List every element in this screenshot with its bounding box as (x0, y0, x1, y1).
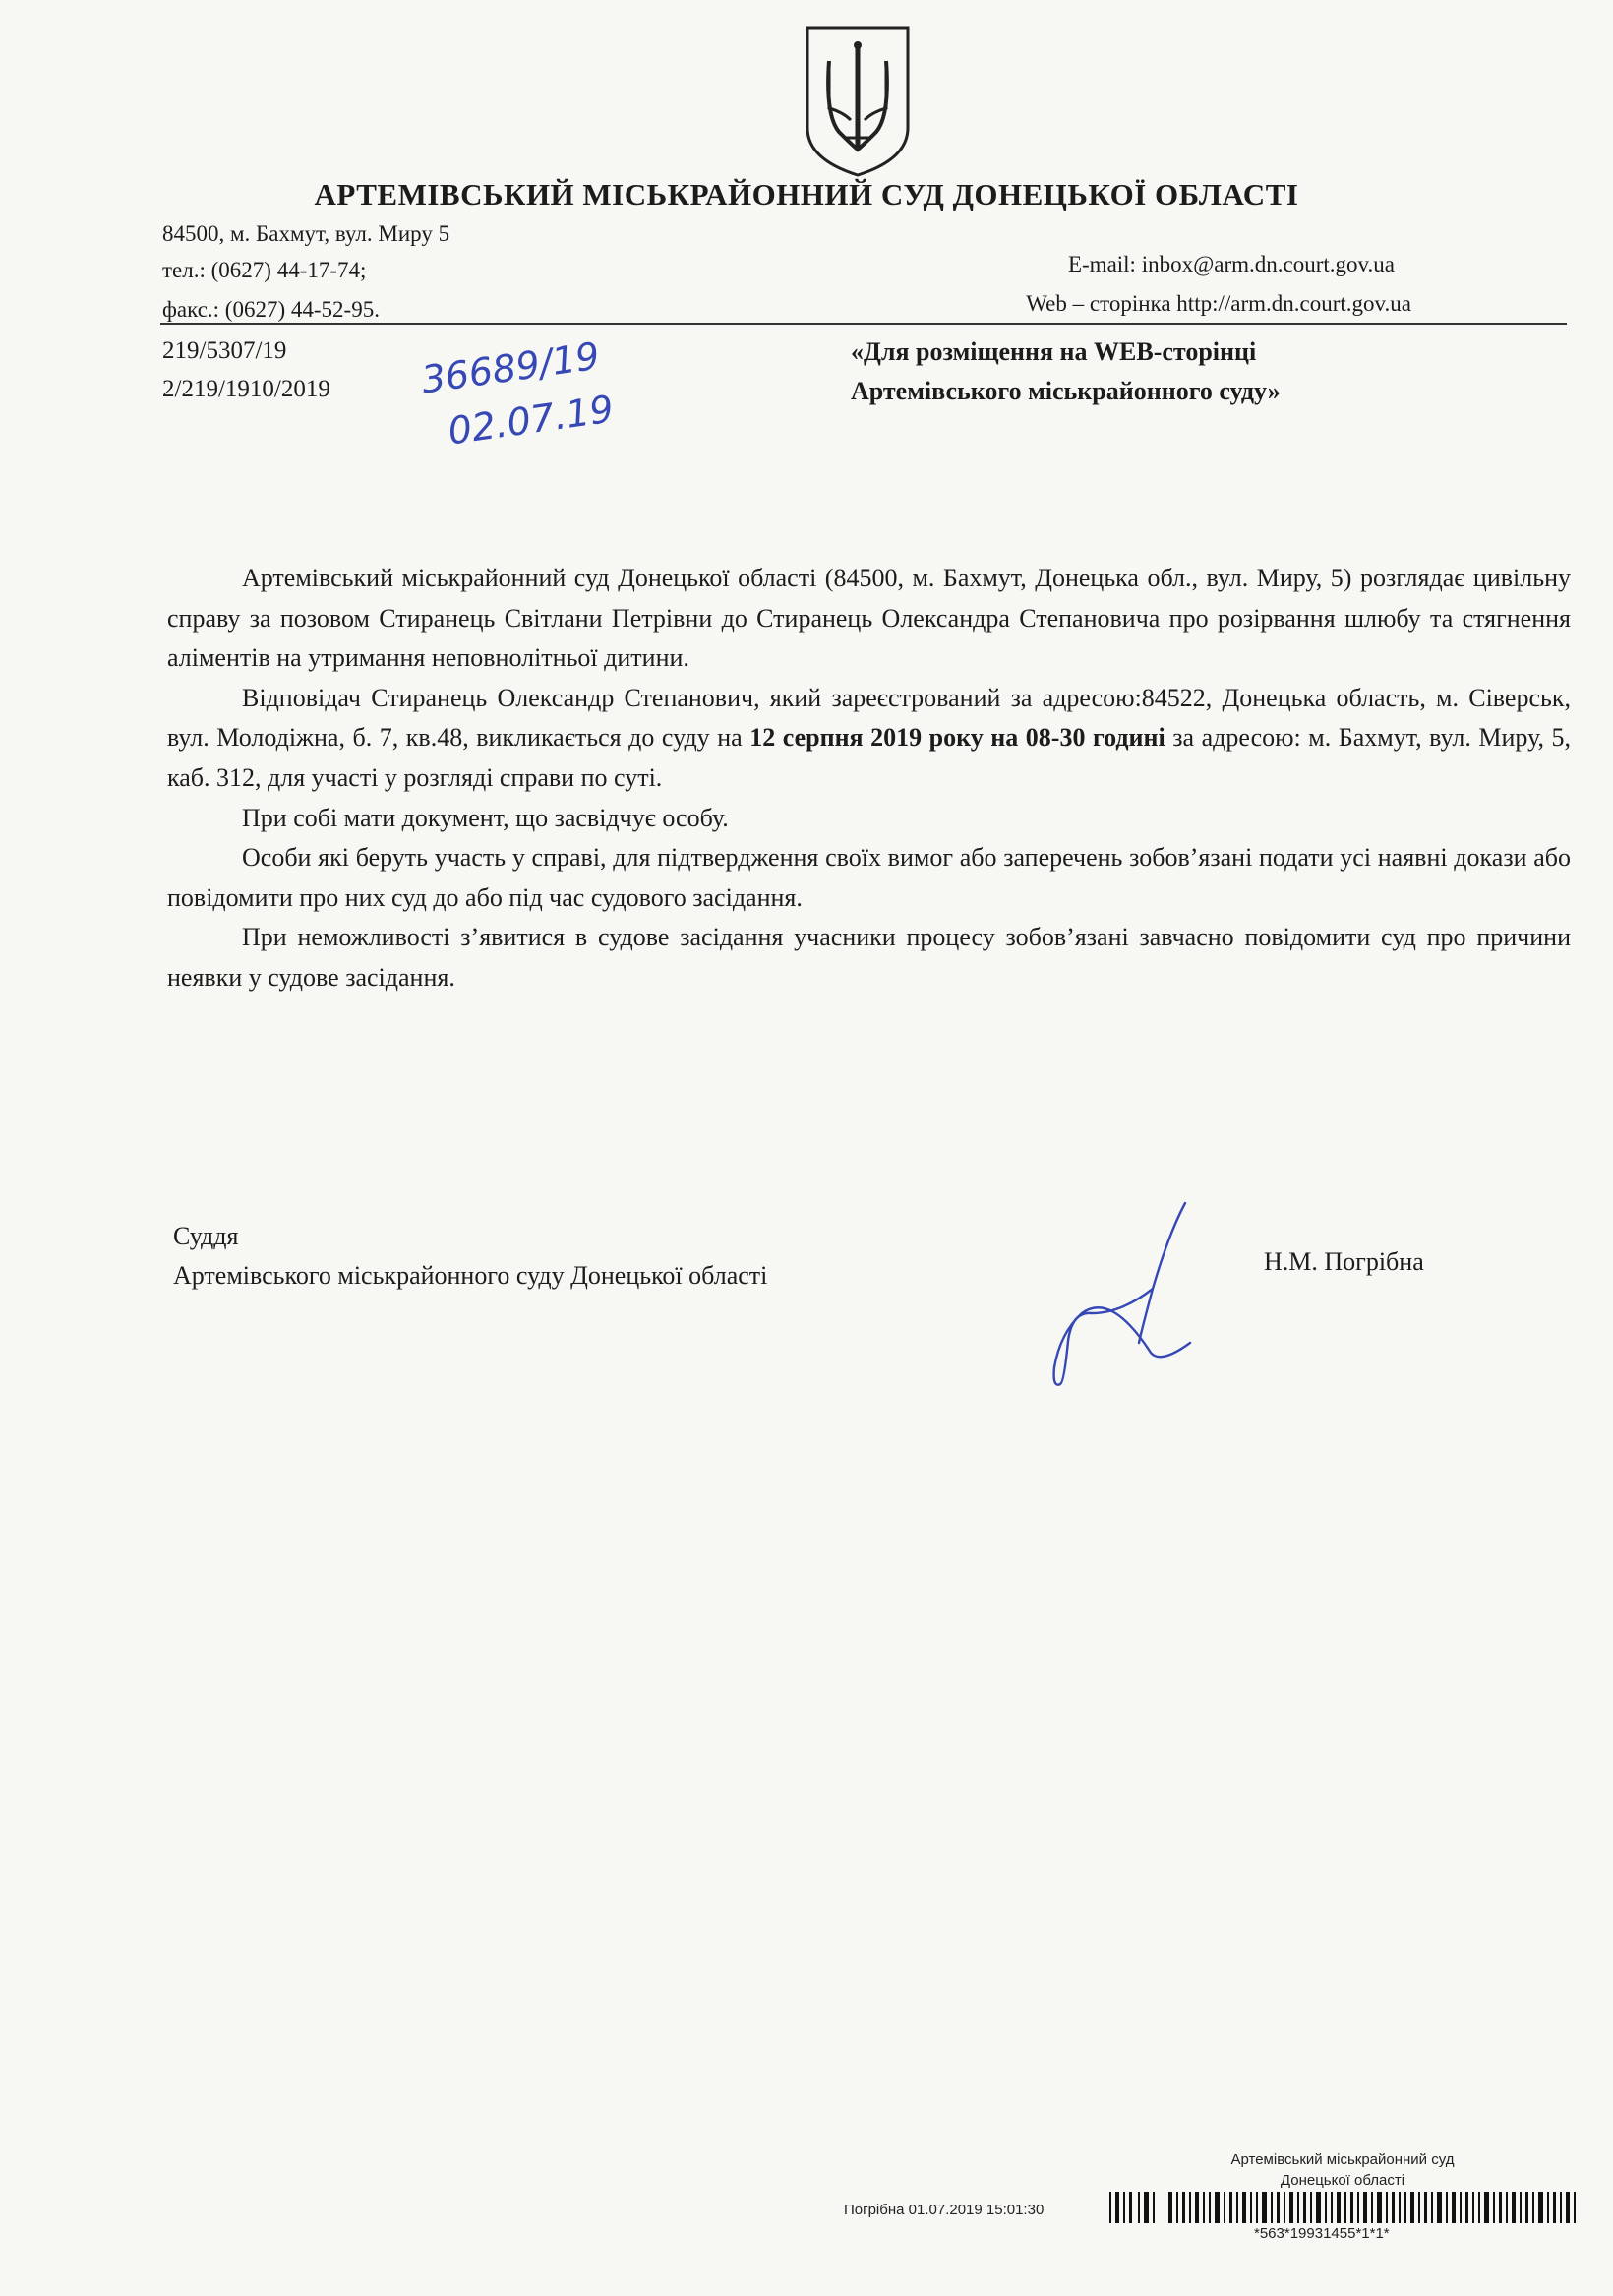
paragraph-evidence: Особи які беруть участь у справі, для підтвердження своїх вимог або заперечень зобов’язані подати усі наявні докази або повідомити про них суд до або під час судового засідання. (167, 843, 1571, 912)
header-divider (160, 323, 1567, 325)
stamp-region: Донецької області (1280, 2172, 1405, 2189)
court-phone: тел.: (0627) 44-17-74; (162, 258, 367, 282)
court-address: 84500, м. Бахмут, вул. Миру 5 (162, 221, 450, 246)
stamp-court: Артемівський міськрайонний суд (1230, 2151, 1455, 2168)
judge-name: Н.М. Погрібна (1264, 1247, 1424, 1276)
paragraph-case-description: Артемівський міськрайонний суд Донецької області (84500, м. Бахмут, Донецька обл., вул. Миру, 5) розглядає цивільну справу за позовом Стиранець Світлани Петрівни до Стиранець Олександра Степановича про розірвання шлюбу та стягнення аліментів на утримання неповнолітньої дитини. (167, 564, 1571, 673)
proceeding-number: 2/219/1910/2019 (162, 376, 330, 402)
court-name: АРТЕМІВСЬКИЙ МІСЬКРАЙОННИЙ СУД ДОНЕЦЬКОЇ ОБЛАСТІ (314, 177, 1299, 211)
court-email: E-mail: inbox@arm.dn.court.gov.ua (1067, 252, 1395, 276)
case-number: 219/5307/19 (162, 337, 287, 364)
handwritten-signature-icon (1043, 1195, 1220, 1397)
document-body (167, 559, 1571, 998)
judge-title: Суддя (173, 1222, 239, 1250)
judge-court: Артемівського міськрайонного суду Донецької області (173, 1261, 768, 1290)
court-fax: факс.: (0627) 44-52-95. (162, 297, 380, 322)
handwritten-registration-number: 36689/19 (418, 333, 603, 402)
barcode-number: *563*19931455*1*1* (1254, 2225, 1390, 2242)
handwritten-registration-date: 02.07.19 (445, 387, 617, 453)
publication-note (851, 332, 1281, 411)
paragraph-absence: При неможливості з’явитися в судове засідання учасники процесу зобов’язані завчасно повідомити суд про причини неявки у судове засідання. (167, 923, 1571, 992)
publication-note-line2: Артемівського міськрайонного суду» (851, 377, 1281, 405)
hearing-datetime: 12 серпня 2019 року на 08-30 годині (749, 723, 1165, 753)
signature-block (173, 1217, 767, 1296)
court-website: Web – сторінка http://arm.dn.court.gov.ua (1026, 291, 1411, 316)
coat-of-arms-icon (800, 22, 916, 179)
publication-note-line1: «Для розміщення на WEB-сторінці (851, 337, 1257, 366)
registration-info: Погрібна 01.07.2019 15:01:30 (844, 2202, 1045, 2218)
paragraph-summons: Відповідач Стиранець Олександр Степанович, який зареєстрований за адресою:84522, Донецька область, м. Сіверськ, вул. Молодіжна, б. 7, кв.48, викликається до суду на 12 серпня 2019 року на 08-30 годині за адресою: м. Бахмут, вул. Миру, 5, каб. 312, для участі у розгляді справи по суті. (167, 683, 1571, 792)
registration-stamp (1165, 2149, 1520, 2191)
paragraph-id-requirement: При собі мати документ, що засвідчує особу. (242, 803, 729, 832)
